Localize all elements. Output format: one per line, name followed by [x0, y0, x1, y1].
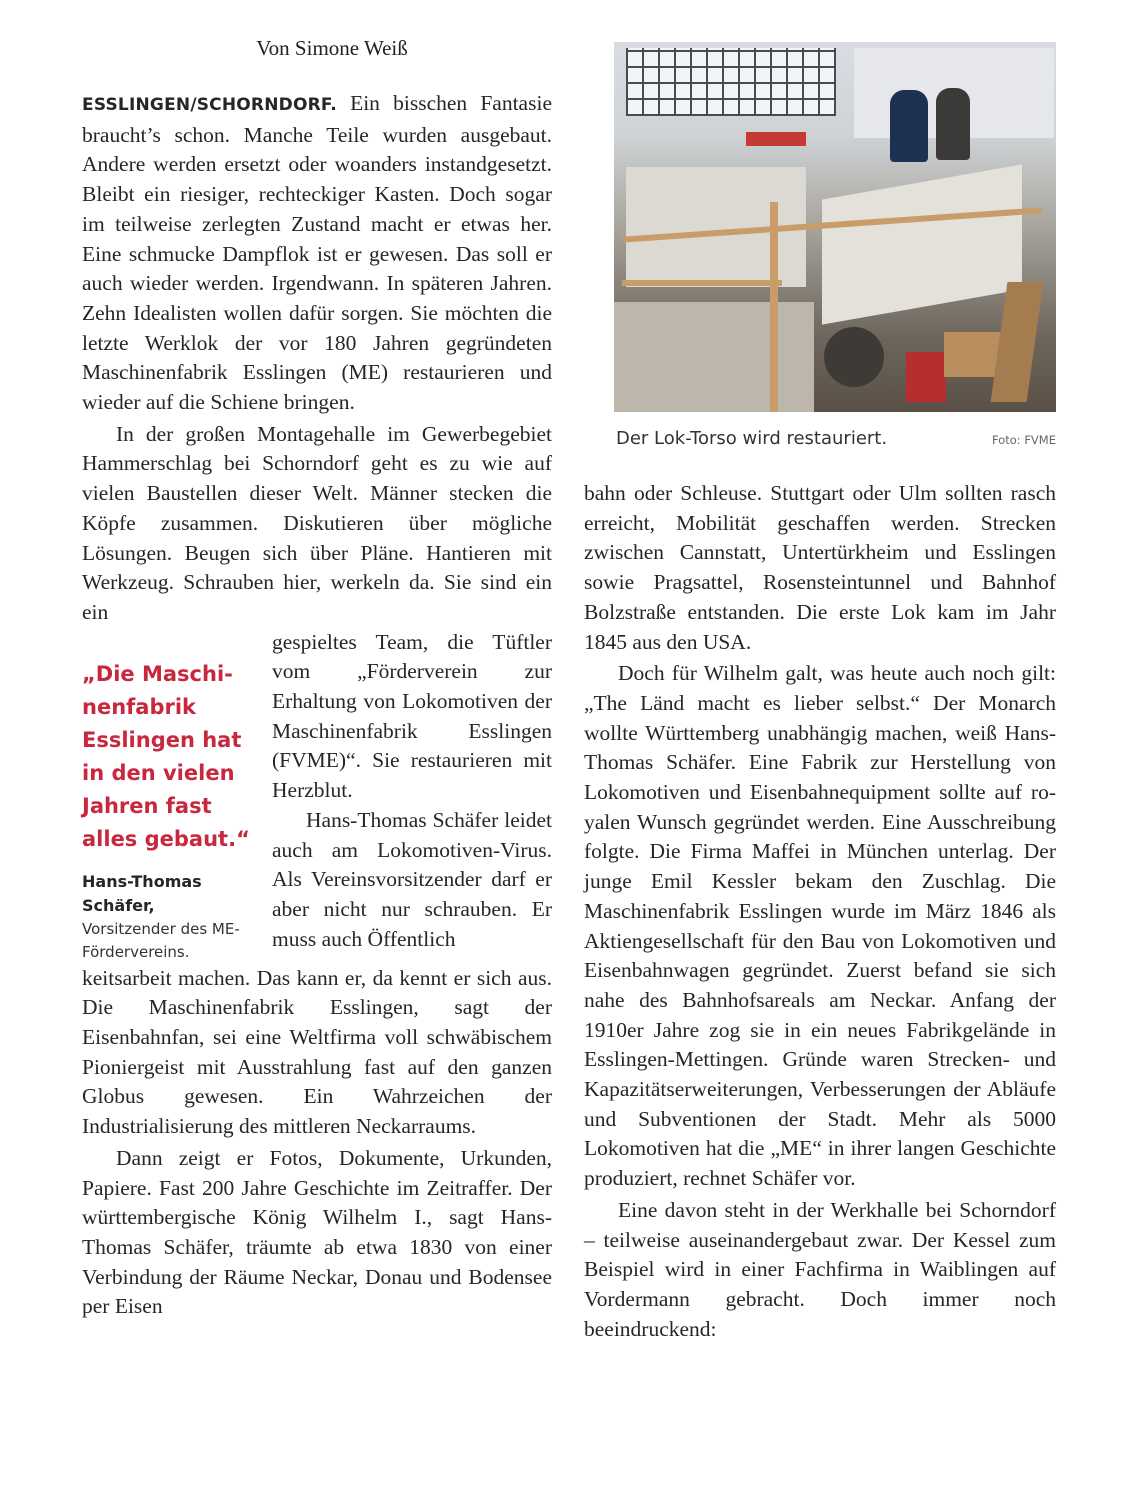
pull-quote — [82, 628, 254, 964]
dateline: ESSLINGEN/SCHORNDORF. — [82, 95, 337, 115]
loco-frame — [614, 302, 814, 412]
article-paragraph: Hans-Thomas Schäfer leidet auch am Lokomotiven-Virus. Als Vereinsvorsitzender darf er aber nicht nur schrauben. Er muss auch Öffentlich — [272, 807, 552, 951]
article-paragraph: Doch für Wilhelm galt, was heute auch noch gilt: „The Länd macht es lieber selbst.“ Der Monarch wollte Württemberg unabhängig machen, weiß Hans-Thomas Schäfer. Eine Fabrik zur Herstellung von Lokomotiven und Eisenbahnequipment sollte auf royalen Wunsch gegründet werden. Eine Ausschreibung folgte. Die Firma Maffei in München unterlag. Der junge Emil Kessler bekam den Zuschlag. Die Maschinenfabrik Esslingen wurde im März 1846 als Aktiengesellschaft für den Bau von Lokomotiven und Eisenbahnwagen gegründet. Zuerst befand sie sich nahe des Bahnhofsareals am Neckar. Anfang der 1910er Jahre zog sie in ein neues Fabrikgelände in Esslingen-Mettingen. Gründe waren Strecken- und Kapazitätserweiterungen, Verbesserungen der Abläufe und Subventionen der Stadt. Mehr als 5000 Lokomotiven hat die „ME“ in ihrer langen Geschichte produziert, rechnet Schäfer vor. — [584, 661, 1056, 1191]
byline: Von Simone Weiß — [256, 36, 408, 60]
article-paragraph-lead — [82, 89, 552, 418]
loco-cab — [822, 164, 1022, 324]
red-stand — [906, 352, 946, 402]
article-paragraph: gespieltes Team, die Tüftler vom „Förderverein zur Erhaltung von Lokomotiven der Maschinenfabrik Esslingen (FVME)“. Sie restaurieren mit Herzblut. — [272, 629, 552, 803]
hall-window — [626, 48, 836, 116]
pull-quote-text: „Die Maschinenfabrik Esslingen hat in den vielen Jahren fast alles gebaut.“ — [82, 661, 250, 851]
article-paragraph: bahn oder Schleuse. Stuttgart oder Ulm sollten rasch erreicht, Mobilität geschaffen werden. Strecken zwischen Cannstatt, Untertürkheim und Esslingen sowie Pragsattel, Rosensteintunnel und Bahnhof Bolzstraße entstanden. Die erste Lok kam im Jahr 1845 aus den USA. — [584, 481, 1056, 654]
wrapped-text — [272, 628, 552, 964]
wood-board — [991, 282, 1044, 402]
left-column — [82, 30, 552, 1322]
wooden-post — [770, 202, 778, 412]
lead-text: Ein bisschen Fantasie braucht’s schon. Manche Teile wurden ausgebaut. Andere werden ersetzt oder woanders instandgesetzt. Bleibt ein riesiger, rechteckiger Kasten. Doch sogar im teilweise zerlegten Zustand macht er etwas her. Eine schmucke Dampflok ist er gewesen. Das soll er auch wieder werden. Irgendwann. In späteren Jahren. Zehn Idealisten wollen dafür sorgen. Sie möchten die letzte Werklok der vor 180 Jahren gegründeten Maschinenfabrik Esslingen (ME) restaurieren und wieder auf die Schiene bringen. — [82, 91, 552, 415]
article-paragraph: Eine davon steht in der Werkhalle bei Schorndorf – teilweise auseinandergebaut zwar. Der Kessel zum Beispiel wird in einer Fachfirma in Waiblingen auf Vordermann gebracht. Doch immer noch beeindruckend: — [584, 1197, 1056, 1341]
pull-quote-section — [82, 628, 552, 964]
right-column — [584, 30, 1056, 1344]
toolbox — [746, 132, 806, 146]
wheel — [824, 327, 884, 387]
article-paragraph: keitsarbeit machen. Das kann er, da kennt er sich aus. Die Maschinenfabrik Esslingen, sagt der Eisenbahnfan, sei eine Weltfirma voll schwäbischem Pioniergeist mit Ausstrahlung fast auf den ganzen Globus gewesen. Ein Wahrzeichen der Industrialisierung des mittleren Neckarraums. — [82, 965, 552, 1139]
person-figure — [936, 88, 970, 160]
wooden-railing — [622, 280, 782, 286]
person-figure — [890, 90, 928, 162]
article-paragraph: Dann zeigt er Fotos, Dokumente, Urkunden, Papiere. Fast 200 Jahre Geschichte im Zeitraffer. Der württembergische König Wilhelm I., sagt Hans-Thomas Schäfer, träumte ab etwa 1830 von einer Verbindung der Räume Neckar, Donau und Bodensee per Eisen — [82, 1145, 552, 1319]
photo-caption: Der Lok-Torso wird restauriert. — [616, 428, 888, 449]
article-paragraph: In der großen Montagehalle im Gewerbegebiet Hammerschlag bei Schorndorf geht es zu wie auf vielen Baustellen dieser Welt. Männer stecken die Köpfe zusammen. Diskutieren über mögliche Lösungen. Beugen sich über Pläne. Hantieren mit Werkzeug. Schrauben hier, werkeln da. Sie sind ein ein — [82, 421, 552, 624]
locomotive-photo — [614, 42, 1056, 412]
pull-quote-role: Vorsitzender des ME-Fördervereins. — [82, 919, 240, 961]
pull-quote-author: Hans-Thomas Schäfer, — [82, 871, 202, 915]
photo-credit: Foto: FVME — [992, 433, 1056, 447]
photo-caption-row — [614, 428, 1056, 449]
